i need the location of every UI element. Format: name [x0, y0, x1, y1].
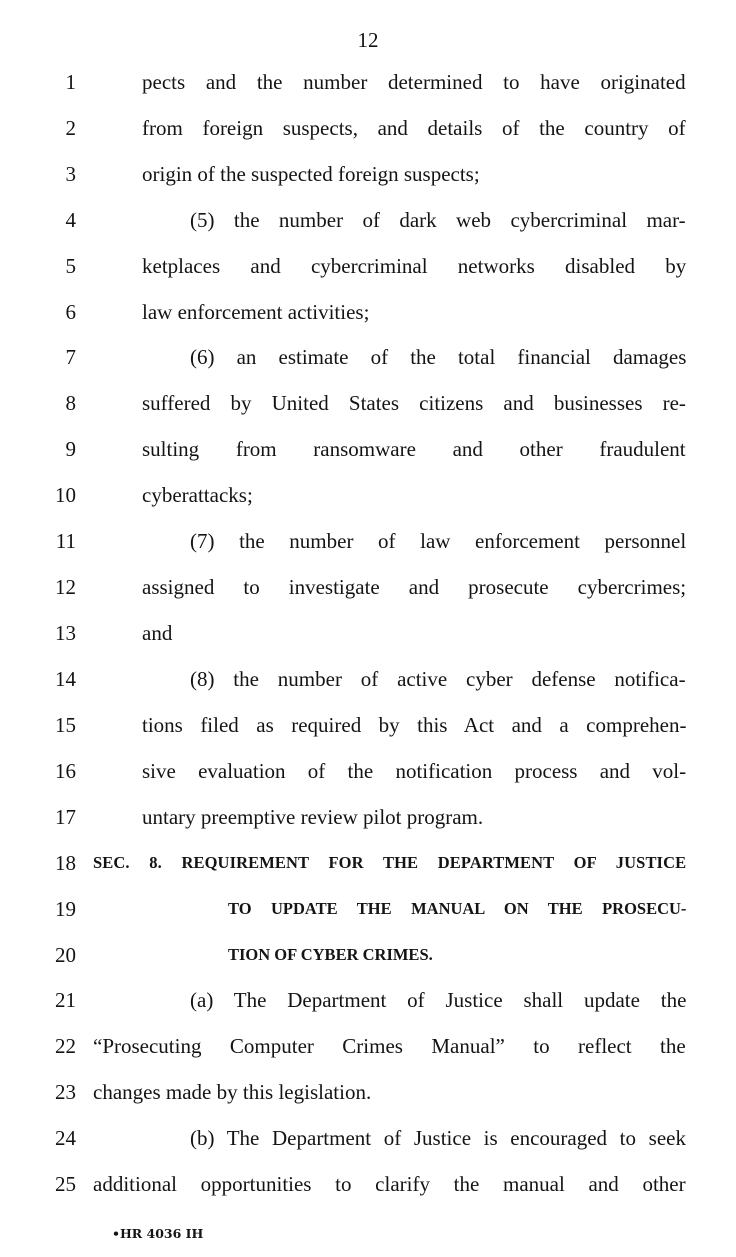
line-text: “Prosecuting Computer Crimes Manual” to reflect the	[93, 1034, 686, 1058]
line-number: 22	[55, 1034, 76, 1058]
line-text: ketplaces and cybercriminal networks disabled by	[142, 254, 687, 278]
line-number: 18	[55, 851, 76, 875]
line-text: from foreign suspects, and details of the country of	[142, 116, 686, 140]
bill-footer-label: •HR 4036 IH	[112, 1226, 204, 1241]
section-heading-line	[0, 940, 736, 970]
line-number: 5	[65, 254, 76, 278]
line-text: untary preemptive review pilot program.	[142, 805, 484, 829]
line-text: sulting from ransomware and other fraudulent	[142, 437, 686, 461]
line-text: assigned to investigate and prosecute cybercrimes;	[142, 575, 687, 599]
line-number: 8	[65, 391, 76, 415]
text-line	[0, 113, 736, 143]
section-heading-text: TION OF CYBER CRIMES.	[228, 945, 433, 964]
text-line	[0, 526, 736, 556]
line-number: 9	[65, 437, 76, 461]
line-number: 1	[65, 70, 76, 94]
text-line	[0, 480, 736, 510]
text-line	[0, 342, 736, 372]
page-number: 12	[357, 28, 379, 52]
line-number: 15	[55, 713, 76, 737]
line-text: law enforcement activities;	[142, 300, 370, 324]
line-number: 19	[55, 897, 76, 921]
line-number: 11	[55, 529, 76, 553]
line-number: 25	[55, 1172, 76, 1196]
text-line	[0, 251, 736, 281]
line-text: pects and the number determined to have originated	[142, 70, 686, 94]
line-text: cyberattacks;	[142, 483, 253, 507]
line-text: tions filed as required by this Act and a comprehen-	[142, 713, 687, 737]
text-line	[0, 159, 736, 189]
line-text: additional opportunities to clarify the manual and other	[93, 1172, 686, 1196]
text-line	[0, 297, 736, 327]
line-number: 23	[55, 1080, 76, 1104]
line-number: 24	[55, 1126, 76, 1150]
text-line	[0, 985, 736, 1015]
line-number: 6	[65, 300, 76, 324]
line-number: 20	[55, 943, 76, 967]
line-text: suffered by United States citizens and businesses re-	[142, 391, 686, 415]
section-heading-line	[0, 848, 736, 878]
section-heading-text: SEC. 8. REQUIREMENT FOR THE DEPARTMENT OF JUSTICE	[93, 853, 687, 872]
line-number: 3	[65, 162, 76, 186]
line-text: (a) The Department of Justice shall update the	[190, 988, 687, 1012]
text-line	[0, 67, 736, 97]
line-number: 14	[55, 667, 76, 691]
text-line	[0, 1169, 736, 1199]
line-text: and	[142, 621, 173, 645]
text-line	[0, 1123, 736, 1153]
text-line	[0, 1077, 736, 1107]
text-line	[0, 618, 736, 648]
text-line	[0, 205, 736, 235]
text-line	[0, 1031, 736, 1061]
text-line	[0, 710, 736, 740]
section-heading-line	[0, 894, 736, 924]
text-line	[0, 388, 736, 418]
line-text: (7) the number of law enforcement personnel	[190, 529, 687, 553]
line-text: (6) an estimate of the total financial damages	[190, 345, 687, 369]
line-text: (5) the number of dark web cybercriminal mar-	[190, 208, 686, 232]
line-text: origin of the suspected foreign suspects;	[142, 162, 480, 186]
line-number: 21	[55, 988, 76, 1012]
line-text: changes made by this legislation.	[93, 1080, 372, 1104]
section-heading-text: TO UPDATE THE MANUAL ON THE PROSECU-	[228, 899, 687, 918]
text-line	[0, 664, 736, 694]
line-number: 7	[65, 345, 76, 369]
line-text: (8) the number of active cyber defense notifica-	[190, 667, 686, 691]
line-text: (b) The Department of Justice is encouraged to seek	[190, 1126, 686, 1150]
line-number: 12	[55, 575, 76, 599]
line-number: 10	[55, 483, 76, 507]
line-text: sive evaluation of the notification process and vol-	[142, 759, 687, 783]
line-number: 16	[55, 759, 76, 783]
text-line	[0, 756, 736, 786]
text-line	[0, 802, 736, 832]
line-number: 4	[65, 208, 76, 232]
line-number: 2	[65, 116, 76, 140]
text-line	[0, 572, 736, 602]
line-number: 13	[55, 621, 76, 645]
text-line	[0, 434, 736, 464]
line-number: 17	[55, 805, 76, 829]
